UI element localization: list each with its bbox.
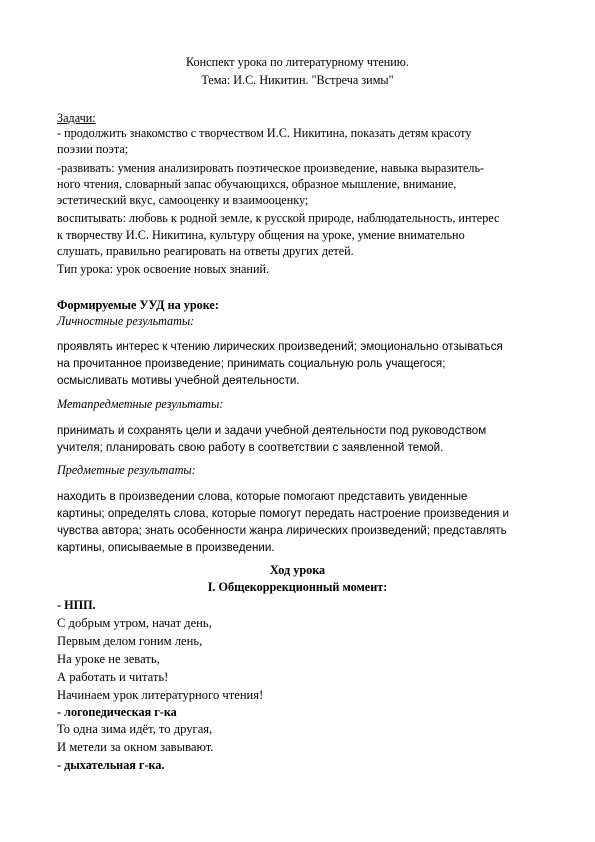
tasks-line: воспитывать: любовь к родной земле, к русской природе, наблюдательность, интерес — [57, 211, 500, 225]
metasubject-results-line: учителя; планировать свою работу в соответствии с заявленной темой. — [57, 441, 444, 454]
metasubject-results-line: принимать и сохранять цели и задачи учебной деятельности под руководством — [57, 424, 487, 437]
speech-gymnastics-label: - логопедическая г-ка — [57, 705, 177, 719]
tasks-line: поэзии поэта; — [57, 142, 129, 156]
tasks-line: слушать, правильно реагировать на ответы других детей. — [57, 244, 354, 258]
tasks-line: -развивать: умения анализировать поэтическое произведение, навыка выразитель- — [57, 161, 485, 175]
subject-results-line: картины, описываемые в произведении. — [57, 541, 275, 554]
personal-results-heading: Личностные результаты: — [57, 314, 195, 328]
document-title: Конспект урока по литературному чтению. — [186, 55, 409, 69]
metasubject-results-heading: Метапредметные результаты: — [57, 397, 224, 411]
verse-line: С добрым утром, начат день, — [57, 616, 212, 630]
tasks-line: ного чтения, словарный запас обучающихся, образное мышление, внимание, — [57, 177, 457, 191]
verse-line: На уроке не зевать, — [57, 652, 160, 666]
verse-line: И метели за окном завывают. — [57, 740, 214, 754]
tasks-line: к творчеству И.С. Никитина, культуру общения на уроке, умение внимательно — [57, 228, 465, 242]
uud-heading: Формируемые УУД на уроке: — [57, 298, 219, 312]
npp-label: - НПП. — [57, 598, 96, 612]
personal-results-line: проявлять интерес к чтению лирических произведений; эмоционально отзываться — [57, 340, 503, 353]
verse-line: То одна зима идёт, то другая, — [57, 722, 213, 736]
subject-results-line: чувства автора; знать особенности жанра лирических произведений; представлять — [57, 524, 507, 537]
verse-line: Первым делом гоним лень, — [57, 634, 203, 648]
subject-results-heading: Предметные результаты: — [57, 463, 196, 477]
lesson-flow-heading: Ход урока — [269, 563, 326, 577]
tasks-line: эстетический вкус, самооценку и взаимооценку; — [57, 193, 309, 207]
lesson-topic: Тема: И.С. Никитин. "Встреча зимы" — [201, 73, 394, 87]
verse-line: Начинаем урок литературного чтения! — [57, 688, 264, 702]
breathing-gymnastics-label: - дыхательная г-ка. — [57, 758, 165, 772]
lesson-type: Тип урока: урок освоение новых знаний. — [57, 262, 270, 276]
subject-results-line: картины; определять слова, которые помогут передать настроение произведения и — [57, 507, 509, 520]
personal-results-line: на прочитанное произведение; принимать социальную роль учащегося; — [57, 357, 446, 370]
subject-results-line: находить в произведении слова, которые помогают представить увиденные — [57, 490, 468, 503]
section-heading: I. Общекоррекционный момент: — [207, 580, 388, 594]
personal-results-line: осмысливать мотивы учебной деятельности. — [57, 374, 300, 387]
tasks-heading: Задачи: — [57, 111, 96, 125]
tasks-line: - продолжить знакомство с творчеством И.С. Никитина, показать детям красоту — [57, 126, 472, 140]
verse-line: А работать и читать! — [57, 670, 169, 684]
